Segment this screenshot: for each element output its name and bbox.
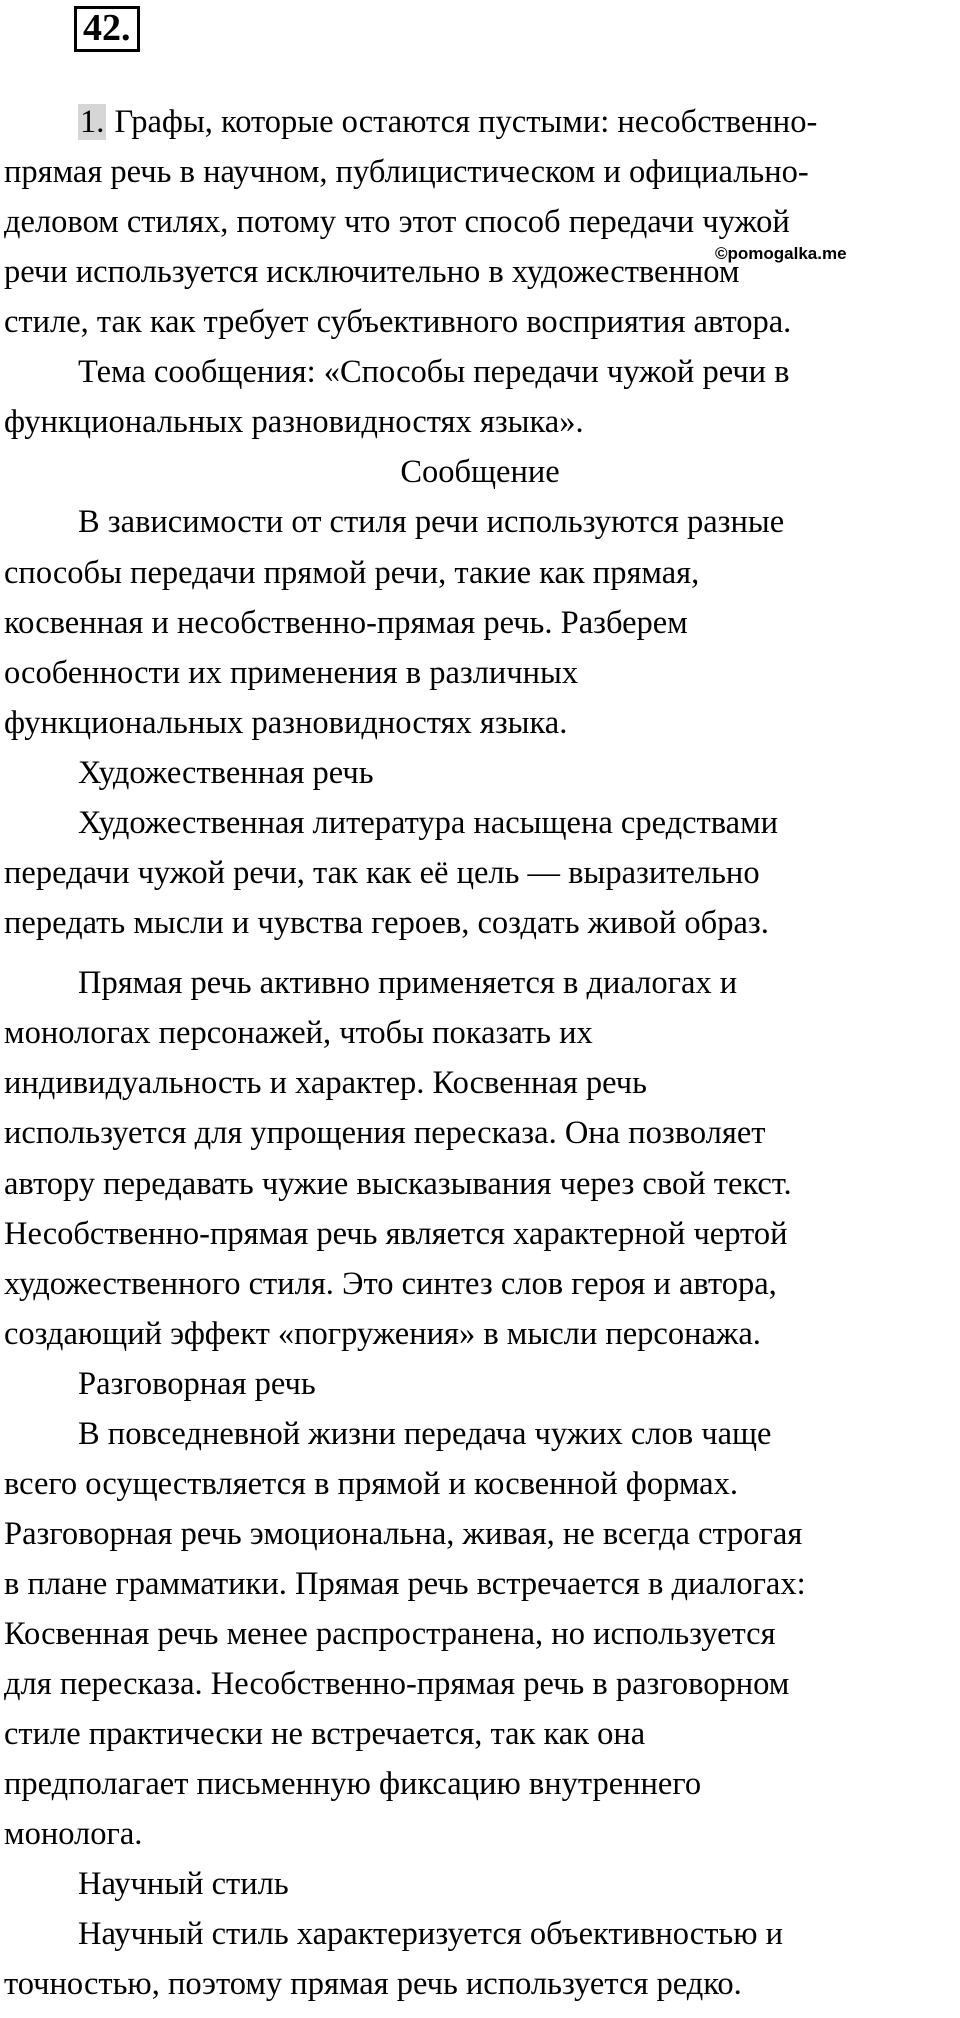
paragraph-line: монолога.	[4, 1816, 143, 1852]
paragraph-line: Художественная литература насыщена средствами	[78, 805, 779, 841]
paragraph-line: деловом стилях, потому что этот способ передачи чужой	[4, 204, 790, 240]
paragraph-line: передачи чужой речи, так как её цель — выразительно	[4, 855, 760, 891]
paragraph-line: предполагает письменную фиксацию внутреннего	[4, 1766, 702, 1802]
section-heading: Сообщение	[400, 454, 560, 490]
paragraph-line: индивидуальность и характер. Косвенная речь	[4, 1065, 647, 1101]
paragraph-line: Научный стиль характеризуется объективностью и	[78, 1916, 784, 1952]
paragraph-line: функциональных разновидностях языка».	[4, 404, 584, 440]
paragraph-line: стиле, так как требует субъективного восприятия автора.	[4, 304, 792, 340]
paragraph-line: стиле практически не встречается, так как она	[4, 1716, 646, 1752]
paragraph-line: художественного стиля. Это синтез слов героя и автора,	[4, 1266, 777, 1302]
subheading: Научный стиль	[78, 1866, 289, 1902]
paragraph-line: Прямая речь активно применяется в диалогах и	[78, 965, 738, 1001]
paragraph-line: автору передавать чужие высказывания через свой текст.	[4, 1166, 792, 1202]
paragraph-line: В повседневной жизни передача чужих слов чаще	[78, 1416, 772, 1452]
paragraph-line: 1. Графы, которые остаются пустыми: несобственно-	[80, 104, 818, 140]
paragraph-line: монологах персонажей, чтобы показать их	[4, 1015, 593, 1051]
paragraph-line: особенности их применения в различных	[4, 655, 579, 691]
paragraph-line: функциональных разновидностях языка.	[4, 705, 568, 741]
subheading: Художественная речь	[78, 755, 374, 791]
paragraph-line: В зависимости от стиля речи используются разные	[78, 504, 785, 540]
paragraph-line: косвенная и несобственно-прямая речь. Разберем	[4, 605, 688, 641]
paragraph-line: создающий эффект «погружения» в мысли персонажа.	[4, 1316, 761, 1352]
paragraph-line: Несобственно-прямая речь является характерной чертой	[4, 1216, 788, 1252]
item-number: 1.	[80, 104, 105, 140]
paragraph-line: точностью, поэтому прямая речь используется редко.	[4, 1966, 742, 2002]
paragraph-line: прямая речь в научном, публицистическом и официально-	[4, 154, 809, 190]
paragraph-line: Разговорная речь эмоциональна, живая, не всегда строгая	[4, 1516, 803, 1552]
paragraph-line: используется для упрощения пересказа. Она позволяет	[4, 1115, 766, 1151]
task-number-box: 42.	[74, 6, 140, 52]
paragraph-line: для пересказа. Несобственно-прямая речь в разговорном	[4, 1666, 790, 1702]
paragraph-line: передать мысли и чувства героев, создать живой образ.	[4, 905, 769, 941]
paragraph-line: в плане грамматики. Прямая речь встречается в диалогах:	[4, 1566, 806, 1602]
paragraph-line: Косвенная речь менее распространена, но используется	[4, 1616, 776, 1652]
paragraph-line: всего осуществляется в прямой и косвенной формах.	[4, 1466, 738, 1502]
paragraph-line: речи используется исключительно в художественном	[4, 254, 740, 290]
watermark: ©pomogalka.me	[715, 244, 847, 263]
subheading: Разговорная речь	[78, 1366, 316, 1402]
paragraph-line: Тема сообщения: «Способы передачи чужой речи в	[78, 354, 790, 390]
paragraph-line: способы передачи прямой речи, такие как прямая,	[4, 555, 700, 591]
